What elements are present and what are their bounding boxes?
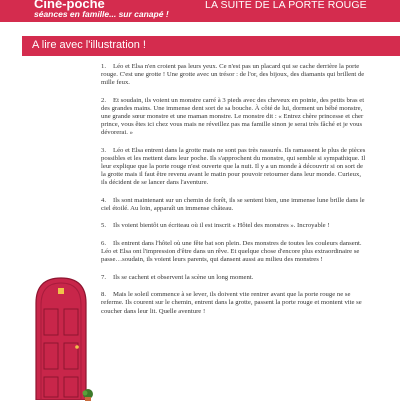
paragraph-text: Ils sont maintenant sur un chemin de forêt, ils se sentent bien, une immense lune brille dans le ciel étoilé. Au loin, apparaît un immense château. [101, 196, 365, 212]
paragraph-number: 6. [101, 240, 107, 247]
paragraph-text: Mais le soleil commence à se lever, ils doivent vite rentrer avant que la porte rouge ne se referme. Ils courent sur le chemin, entrent dans la grotte, passent la porte rouge et montent vite se coucher dans leur lit. Quelle aventure ! [101, 291, 362, 315]
paragraph-number: 1. [101, 63, 107, 70]
paragraph-number: 4. [101, 196, 107, 204]
paragraph-text: Ils entrent dans l'hôtel où une fête bat son plein. Des monstres de toutes les couleurs dansent. Léo et Elsa ont l'impression d'être dans un rêve. Et quelque chose d'encore plus extraordinaire se passe…soudain, ils voient leurs parents, qui dansent aussi au milieu des monstres ! [101, 240, 362, 264]
paragraph-number: 8. [101, 291, 107, 299]
paragraph-number: 5. [101, 222, 107, 230]
story-paragraph [101, 197, 367, 213]
paragraph-text: Et soudain, ils voient un monstre carré à 3 pieds avec des cheveux en pointe, des petits bras et des grandes mains. Une immense dent sort de sa bouche. À côté de lui, dorment un bébé monstre, une grande sœur monstre et une maman monstre. Le monstre dit : « Entrez chère princesse et cher prince, vous êtes ici chez vous mais ne réveillez pas ma famille sinon je serai très fâché et je vous dévorerai. » [101, 96, 365, 137]
story-paragraph [101, 147, 367, 187]
tagline: séances en famille... sur canapé ! [34, 9, 169, 19]
paragraph-text: Léo et Elsa n'en croient pas leurs yeux. Ce n'est pas un placard qui se cache derrière la porte rouge. C'est une grotte ! Une grotte avec un trésor : de l'or, des bijoux, des diamants qui brillent de mille feux. [101, 63, 365, 87]
paragraph-text: Ils se cachent et observent la scène un long moment. [113, 273, 254, 281]
paragraph-number: 2. [101, 96, 107, 104]
story-paragraph [101, 274, 367, 282]
red-door-illustration [33, 275, 89, 400]
story-paragraph [101, 222, 367, 230]
paragraph-number: 3. [101, 146, 107, 154]
logo: Ciné-poche [34, 0, 105, 11]
story-paragraph [101, 240, 367, 264]
header-bar [0, 0, 400, 22]
story-paragraph [101, 291, 367, 315]
plant-pot [80, 388, 96, 400]
story-paragraph [101, 63, 367, 87]
document-title: LA SUITE DE LA PORTE ROUGE [205, 0, 367, 11]
plant-icon [80, 389, 96, 401]
section-banner [22, 36, 400, 56]
paragraph-number: 7. [101, 273, 107, 281]
story-paragraph [101, 97, 367, 137]
paragraph-text: Léo et Elsa entrent dans la grotte mais ne sont pas très rassurés. Ils ramassent le plus de pièces possibles et les mettent dans leur poche. Ils s'approchent du monstre, qui semble si sympathique. Il leur explique que la porte rouge n'est ouverte que la nuit. Il y a un monde à découvrir si on sort de la grotte mais il faut être revenu avant le matin pour pouvoir retourner dans leur monde. Curieux, ils décident de se lancer dans l'aventure. [101, 146, 366, 187]
banner-label: A lire avec l'illustration ! [32, 39, 146, 51]
story-text [101, 63, 367, 325]
paragraph-text: Ils voient bientôt un écriteau où il est inscrit « Hôtel des monstres ». Incroyable ! [113, 222, 330, 230]
door-icon [33, 275, 89, 400]
